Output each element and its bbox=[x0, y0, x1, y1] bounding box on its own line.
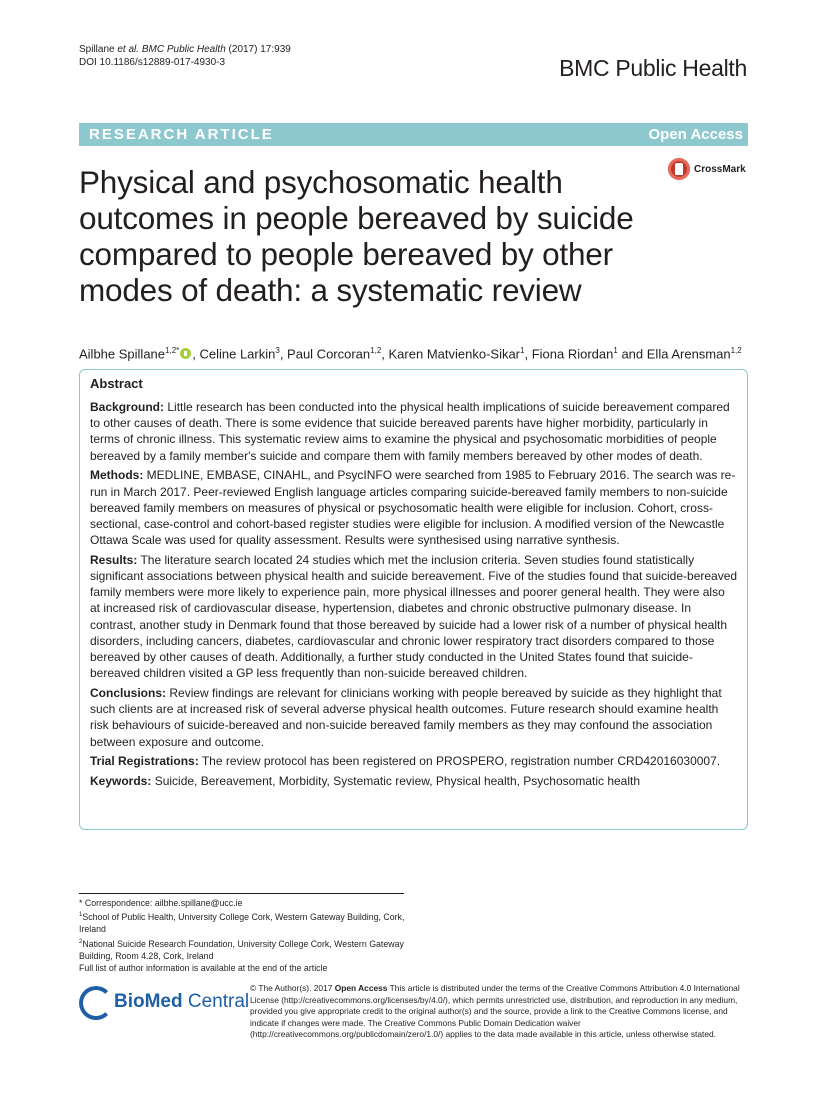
affiliation-1-sup: 1 bbox=[79, 912, 83, 919]
keywords-label: Keywords: bbox=[90, 773, 152, 788]
crossmark-icon bbox=[668, 158, 690, 180]
author-connector: and bbox=[621, 346, 644, 362]
footnote-divider bbox=[79, 893, 404, 894]
abstract-keywords bbox=[90, 773, 738, 789]
orcid-icon[interactable] bbox=[180, 348, 191, 359]
author-info-note: Full list of author information is available at the end of the article bbox=[79, 962, 328, 973]
results-text: The literature search located 24 studies which met the inclusion criteria. Seven studies found statistically significant associations between physical health and suicide bereavement. Five of the studies found that suicide-bereaved family members were more likely to experience pain, more physical illnesses and poorer general health. They were also at increased risk of cardiovascular disease, hypertension, diabetes and chronic obstructive pulmonary disease. In contrast, another study in Denmark found that those bereaved by suicide had a lower risk of a number of physical health disorders, including cancers, diabetes, cardiovascular and chronic lower respiratory tract disorders compared to those bereaved by other causes of death. Additionally, a further study conducted in the United States found that suicide-bereaved children visited a GP less frequently than non-suicide bereaved children. bbox=[90, 552, 738, 681]
journal-name: BMC Public Health bbox=[559, 55, 747, 81]
article-type-banner bbox=[79, 123, 748, 146]
affiliation-1-text: School of Public Health, University College Cork, Western Gateway Building, Cork, Ireland bbox=[79, 912, 405, 935]
background-label: Background: bbox=[90, 400, 165, 414]
author-name: Karen Matvienko-Sikar bbox=[388, 346, 521, 362]
author-affiliation-sup: 3 bbox=[275, 346, 280, 355]
background-text: Little research has been conducted into the physical health implications of suicide bereavement compared to other causes of death. There is some evidence that suicide bereaved parents have higher morbidity, particularly in terms of chronic illness. This systematic review aims to examine the physical and psychosomatic morbidities of people bereaved by a family member's suicide and compare them with family members bereaved by other modes of death. bbox=[90, 400, 730, 463]
abstract-background bbox=[90, 399, 738, 464]
abstract-box bbox=[79, 369, 748, 830]
copyright-prefix: © The Author(s). 2017 bbox=[250, 983, 333, 993]
citation-year-volume: (2017) 17:939 bbox=[228, 44, 291, 55]
author-affiliation-sup: 1,2* bbox=[165, 346, 180, 355]
keywords-text: Suicide, Bereavement, Morbidity, Systematic review, Physical health, Psychosomatic health bbox=[154, 773, 641, 788]
citation-line bbox=[79, 43, 291, 56]
article-title: Physical and psychosomatic health outcomes in people bereaved by suicide compared to people bereaved by other modes of death: a systematic review bbox=[79, 164, 634, 308]
biomed-central-logo[interactable] bbox=[79, 986, 249, 1018]
trial-label: Trial Registrations: bbox=[90, 754, 199, 769]
author-name: Fiona Riordan bbox=[531, 346, 614, 362]
abstract-heading: Abstract bbox=[90, 376, 143, 391]
abstract-results bbox=[90, 552, 738, 682]
author-name: Paul Corcoran bbox=[287, 346, 371, 362]
affiliation-2-sup: 2 bbox=[79, 938, 83, 945]
correspondence-footnote[interactable]: * Correspondence: ailbhe.spillane@ucc.ie bbox=[79, 898, 243, 908]
biomed-central-logo-icon bbox=[79, 986, 111, 1018]
author-affiliation-sup: 1,2 bbox=[370, 346, 382, 355]
author-name: Ailbhe Spillane bbox=[79, 346, 166, 362]
logo-central: Central bbox=[182, 991, 250, 1012]
trial-text: The review protocol has been registered on PROSPERO, registration number CRD42016030007. bbox=[201, 754, 721, 769]
author-affiliation-sup: 1,2 bbox=[730, 346, 742, 355]
author-affiliation-sup: 1 bbox=[520, 346, 525, 355]
affiliation-2-text: National Suicide Research Foundation, University College Cork, Western Gateway Building, Room 4.28, Cork, Ireland bbox=[79, 938, 404, 961]
author-name: Celine Larkin bbox=[199, 346, 276, 362]
citation-journal: BMC Public Health bbox=[141, 44, 226, 55]
conclusions-label: Conclusions: bbox=[90, 685, 167, 700]
crossmark-label: CrossMark bbox=[694, 163, 746, 175]
license-statement bbox=[250, 983, 750, 1041]
crossmark-badge[interactable] bbox=[668, 158, 746, 180]
affiliation-2 bbox=[79, 936, 409, 962]
citation-header bbox=[79, 43, 291, 69]
logo-bio: BioMed bbox=[114, 991, 183, 1012]
author-affiliation-sup: 1 bbox=[613, 346, 618, 355]
methods-label: Methods: bbox=[90, 468, 144, 483]
abstract-conclusions bbox=[90, 685, 738, 750]
abstract-trial-registrations bbox=[90, 753, 738, 769]
affiliation-1 bbox=[79, 909, 409, 935]
license-open-access: Open Access bbox=[334, 983, 388, 993]
conclusions-text: Review findings are relevant for clinicians working with people bereaved by suicide as they highlight that such clients are at increased risk of several adverse physical health outcomes. Future research should examine health risk behaviours of suicide-bereaved and non-suicide bereaved family members as they may confound the association between exposure and outcome. bbox=[90, 685, 722, 749]
doi[interactable]: DOI 10.1186/s12889-017-4930-3 bbox=[79, 57, 226, 68]
citation-authors: Spillane bbox=[79, 44, 115, 55]
author-name: Ella Arensman bbox=[646, 346, 731, 362]
footnotes bbox=[79, 897, 409, 974]
article-type: RESEARCH ARTICLE bbox=[89, 126, 274, 143]
methods-text: MEDLINE, EMBASE, CINAHL, and PsycINFO were searched from 1985 to February 2016. The search was re-run in March 2017. Peer-reviewed English language articles comparing suicide-bereaved family members to non-suicide bereaved family members on measures of physical or psychosomatic health were eligible for inclusion. Cohort, cross-sectional, case-control and cohort-based register studies were eligible for inclusion. A modified version of the Newcastle Ottawa Scale was used for quality assessment. Results were synthesised using narrative synthesis. bbox=[90, 468, 736, 548]
citation-et-al: et al. bbox=[117, 44, 140, 55]
author-list: Ailbhe Spillane$^{1,2*}$ , Celine Larkin$^3$, Paul Corcoran$^{1,2}$, Karen Matvienko-Sikar$^1$, Fiona Riordan$^1$ and Ella Arensman$^{1,2}$ bbox=[79, 346, 742, 362]
abstract-methods bbox=[90, 467, 738, 548]
results-label: Results: bbox=[90, 552, 138, 567]
open-access-label: Open Access bbox=[648, 126, 743, 143]
license-text: This article is distributed under the terms of the Creative Commons Attribution 4.0 International License (http://creativecommons.org/licenses/by/4.0/), which permits unrestricted use, distribution, and reproduction in any medium, provided you give appropriate credit to the original author(s) and the source, provide a link to the Creative Commons license, and indicate if changes were made. The Creative Commons Public Domain Dedication waiver (http://creativecommons.org/publicdomain/zero/1.0/) applies to the data made available in this article, unless otherwise stated. bbox=[250, 983, 740, 1040]
biomed-central-wordmark bbox=[114, 991, 249, 1013]
